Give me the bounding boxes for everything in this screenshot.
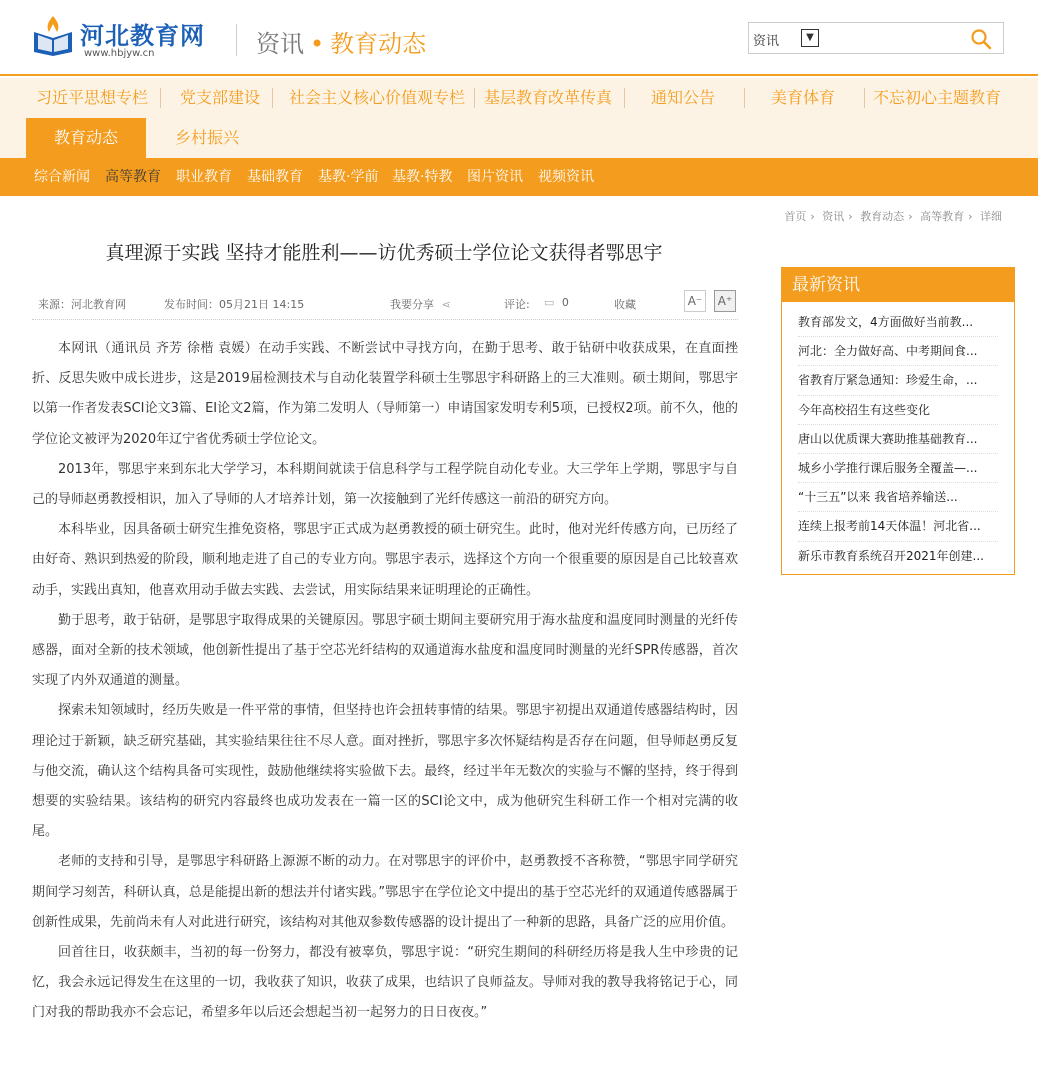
comment-label: 评论: xyxy=(504,298,530,311)
article-paragraph: 勤于思考，敢于钻研，是鄂思宇取得成果的关键原因。鄂思宇硕士期间主要研究用于海水盐度和温度同时测量的光纤传感器，面对全新的技术领域，他创新性提出了基于空芯光纤结构的双通道海水盐度和温度同时测量的光纤SPR传感器，首次实现了内外双通道的测量。 xyxy=(32,612,738,689)
article-paragraph: 回首往日，收获颇丰，当初的每一份努力，都没有被辜负，鄂思宇说：“研究生期间的科研经历将是我人生中珍贵的记忆，我会永远记得发生在这里的一切，我收获了知识，收获了成果，也结识了良师益友。导师对我的教导我将铭记于心，同门对我的帮助我亦不会忘记，希望多年以后还会想起当初一起努力的日日夜夜。” xyxy=(32,945,738,1021)
breadcrumb-item[interactable]: 资讯 xyxy=(822,210,845,223)
font-increase-button[interactable]: A⁺ xyxy=(714,290,736,312)
breadcrumb-item[interactable]: 教育动态 xyxy=(860,210,905,223)
main-nav xyxy=(0,78,1038,158)
nav-separator xyxy=(864,88,865,108)
logo-book-flame-icon xyxy=(30,12,76,58)
brand-name: 河北教育网 xyxy=(80,22,205,50)
latest-news-title: 最新资讯 xyxy=(782,268,1014,302)
header-divider xyxy=(236,24,237,56)
latest-news-item[interactable]: 今年高校招生有这些变化 xyxy=(798,396,998,425)
nav-item-xi-thought[interactable]: 习近平思想专栏 xyxy=(35,88,148,107)
nav-item-original-aspiration[interactable]: 不忘初心主题教育 xyxy=(872,88,1001,107)
chevron-right-icon: › xyxy=(908,210,913,223)
latest-news-item[interactable]: 连续上报考前14天体温！河北省... xyxy=(798,512,998,541)
nav-separator xyxy=(474,88,475,108)
comment-count: 0 xyxy=(561,296,569,309)
subnav-item-general[interactable]: 综合新闻 xyxy=(34,169,90,185)
article-title: 真理源于实践 坚持才能胜利——访优秀硕士学位论文获得者鄂思宇 xyxy=(105,242,663,264)
nav-separator xyxy=(160,88,161,108)
nav-item-party-branch[interactable]: 党支部建设 xyxy=(179,88,260,107)
article-paragraph: 2013年，鄂思宇来到东北大学学习，本科期间就读于信息科学与工程学院自动化专业。大三学年上学期，鄂思宇与自己的导师赵勇教授相识，加入了导师的人才培养计划，第一次接触到了光纤传感这一前沿的研究方向。 xyxy=(32,461,738,508)
search-input[interactable] xyxy=(825,27,965,51)
subnav-item-videos[interactable]: 视频资讯 xyxy=(538,169,594,185)
latest-news-item[interactable]: 河北：全力做好高、中考期间食... xyxy=(798,337,998,366)
nav-item-education-news[interactable]: 教育动态 xyxy=(26,118,146,158)
search-icon[interactable] xyxy=(969,27,993,51)
channel-dot: • xyxy=(310,30,325,58)
breadcrumb-item[interactable]: 高等教育 xyxy=(920,210,965,223)
subnav-item-basic[interactable]: 基础教育 xyxy=(247,169,303,185)
subnav-item-preschool[interactable]: 基教·学前 xyxy=(318,169,379,185)
comment-button[interactable] xyxy=(544,296,569,309)
nav-item-rural-revitalization[interactable]: 乡村振兴 xyxy=(174,128,239,147)
favorite-button[interactable]: 收藏 xyxy=(614,298,636,311)
latest-news-item[interactable]: 唐山以优质课大赛助推基础教育... xyxy=(798,425,998,454)
brand-url: www.hbjyw.cn xyxy=(84,48,155,59)
search-scope-select[interactable]: 资讯 xyxy=(753,34,780,49)
chevron-right-icon: › xyxy=(848,210,853,223)
article-time: 发布时间：05月21日 14:15 xyxy=(164,298,305,311)
breadcrumb xyxy=(782,208,1004,224)
article-paragraph: 本科毕业，因具备硕士研究生推免资格，鄂思宇正式成为赵勇教授的硕士研究生。此时，他对光纤传感方向，已历经了由好奇、熟识到热爱的阶段，顺利地走进了自己的专业方向。鄂思宇表示，选择这个方向一个很重要的原因是自己比较喜欢动手，实践出真知，他喜欢用动手做去实践、去尝试，用实际结果来证明理论的正确性。 xyxy=(32,522,738,598)
latest-news-item[interactable]: “十三五”以来 我省培养输送... xyxy=(798,483,998,512)
share-icon: ⋖ xyxy=(441,298,451,311)
share-button[interactable] xyxy=(390,296,451,312)
nav-item-core-values[interactable]: 社会主义核心价值观专栏 xyxy=(288,88,465,107)
font-decrease-button[interactable]: A⁻ xyxy=(684,290,706,312)
subnav-item-photos[interactable]: 图片资讯 xyxy=(467,169,523,185)
article-meta xyxy=(32,286,738,320)
share-label: 我要分享 xyxy=(390,298,434,311)
site-header xyxy=(0,0,1038,76)
nav-item-arts-sports[interactable]: 美育体育 xyxy=(770,88,835,107)
subnav-item-vocational[interactable]: 职业教育 xyxy=(176,169,232,185)
latest-news-item[interactable]: 新乐市教育系统召开2021年创建... xyxy=(798,548,984,563)
site-logo[interactable] xyxy=(30,10,210,62)
latest-news-item[interactable]: 省教育厅紧急通知：珍爱生命，... xyxy=(798,366,998,395)
latest-news-panel xyxy=(781,267,1015,575)
subnav-item-special[interactable]: 基教·特教 xyxy=(392,169,453,185)
subnav-item-higher-ed[interactable]: 高等教育 xyxy=(105,169,161,185)
article-paragraph: 本网讯（通讯员 齐芳 徐楷 袁媛）在动手实践、不断尝试中寻找方向，在勤于思考、敢于钻研中收获成果，在直面挫折、反思失败中成长进步，这是2019届检测技术与自动化装置学科硕士生鄂思宇科研路上的三大准则。硕士期间，鄂思宇以第一作者发表SCI论文3篇、EI论文2篇，作为第二发明人（导师第一）申请国家发明专利5项，已授权2项。前不久，他的学位论文被评为2020年辽宁省优秀硕士学位论文。 xyxy=(32,341,738,447)
latest-news-item[interactable]: 城乡小学推行课后服务全覆盖—... xyxy=(798,454,998,483)
nav-item-reform[interactable]: 基层教育改革传真 xyxy=(483,88,612,107)
channel-title xyxy=(256,24,426,59)
channel-section[interactable]: 资讯 xyxy=(256,30,304,58)
channel-subsection[interactable]: 教育动态 xyxy=(330,30,427,58)
latest-news-list xyxy=(782,308,1014,571)
nav-item-notices[interactable]: 通知公告 xyxy=(650,88,715,107)
nav-separator xyxy=(272,88,273,108)
chevron-right-icon: › xyxy=(810,210,815,223)
comment-icon: ▭ xyxy=(544,296,555,309)
article-paragraph: 老师的支持和引导，是鄂思宇科研路上源源不断的动力。在对鄂思宇的评价中，赵勇教授不吝称赞，“鄂思宇同学研究期间学习刻苦，科研认真，总是能提出新的想法并付诸实践。”鄂思宇在学位论文中提出的基于空芯光纤的双通道传感器属于创新性成果，先前尚未有人对此进行研究，该结构对其他双参数传感器的设计提出了一种新的思路，具备广泛的应用价值。 xyxy=(32,854,738,930)
latest-news-item[interactable]: 教育部发文，4方面做好当前教... xyxy=(798,308,998,337)
sub-nav xyxy=(0,158,1038,196)
article-source: 来源：河北教育网 xyxy=(38,298,126,311)
search-box xyxy=(748,22,1004,54)
breadcrumb-item: 详细 xyxy=(980,210,1002,223)
breadcrumb-item[interactable]: 首页 xyxy=(784,210,807,223)
article-body xyxy=(32,334,738,1029)
chevron-right-icon: › xyxy=(968,210,973,223)
chevron-down-icon[interactable]: ▼ xyxy=(801,29,819,47)
article-paragraph: 探索未知领域时，经历失败是一件平常的事情，但坚持也许会扭转事情的结果。鄂思宇初提出双通道传感器结构时，因理论过于新颖，缺乏研究基础，其实验结果往往不尽人意。面对挫折，鄂思宇多次怀疑结构是否存在问题，但导师赵勇反复与他交流，确认这个结构具备可实现性，鼓励他继续将实验做下去。最终，经过半年无数次的实验与不懈的坚持，终于得到想要的实验结果。该结构的研究内容最终也成功发表在一篇一区的SCI论文中，成为他研究生科研工作一个相对完满的收尾。 xyxy=(32,703,738,840)
